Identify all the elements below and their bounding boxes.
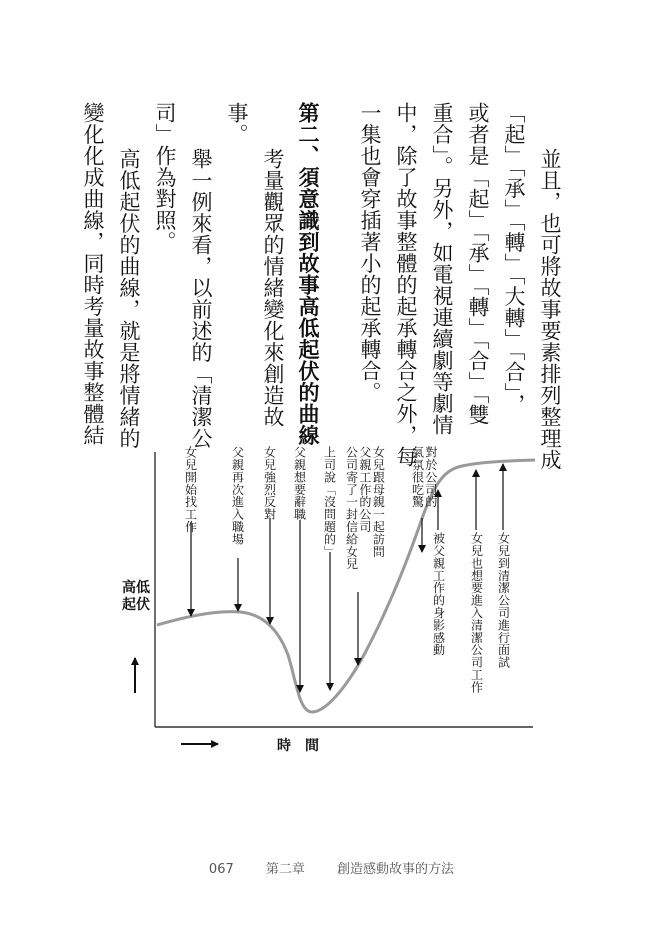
chapter-label: 第二章	[265, 862, 305, 877]
body-column-12: 高低起伏的曲線，就是將情緒的	[117, 148, 141, 449]
annotation-b2	[469, 532, 482, 693]
y-axis-label	[115, 580, 157, 614]
body-column-9: 事。	[225, 102, 249, 145]
annotation-line: 女兒開始找工作	[183, 446, 198, 533]
body-column-1: 並且，也可將故事要素排列整理成	[538, 148, 562, 471]
annotation-line: 氣氛很吃驚	[410, 446, 425, 508]
annotation-a2	[230, 446, 243, 545]
page-number: 067	[208, 862, 234, 877]
annotation-line: 父親再次進入職場	[230, 446, 245, 546]
annotation-a7	[410, 446, 437, 508]
body-column-3: 或者是「起」「承」「轉」「合」「雙	[466, 102, 490, 426]
annotation-line: 女兒跟母親一起訪問	[371, 446, 386, 558]
y-axis-label-line2: 起伏	[122, 596, 150, 613]
body-column-11: 司」作為對照。	[153, 102, 177, 253]
chapter-title: 創造感動故事的方法	[337, 862, 455, 877]
section-heading: 第二、須意識到故事高低起伏的曲線	[296, 102, 320, 446]
annotation-line: 女兒到清潔公司進行面試	[496, 532, 511, 669]
annotation-a5	[322, 446, 335, 558]
y-axis-label-line1: 高低	[122, 580, 150, 596]
annotation-line: 父親工作的公司	[357, 446, 372, 533]
annotation-line: 上司說「沒問題的」	[322, 446, 337, 558]
body-column-6: 一集也會穿插著小的起承轉合。	[358, 102, 382, 403]
annotation-a6	[344, 446, 384, 570]
body-column-2: 「起」「承」「轉」「大轉」「合」，	[502, 102, 526, 415]
x-axis-label: 時間	[277, 738, 333, 754]
annotation-line: 父親想要辭職	[292, 446, 307, 521]
annotation-line: 對於公司的	[423, 446, 438, 508]
annotation-a1	[183, 446, 196, 533]
annotation-b3	[496, 532, 509, 668]
annotation-a3	[262, 446, 275, 520]
page-footer	[0, 858, 663, 877]
body-column-4: 重合」。另外，如電視連續劇等劇情	[430, 102, 454, 436]
annotation-line: 女兒強烈反對	[262, 446, 277, 521]
body-column-10: 舉一例來看，以前述的「清潔公	[189, 148, 213, 449]
annotation-line: 被父親工作的身影感動	[431, 532, 446, 656]
body-column-8: 考量觀眾的情緒變化來創造故	[261, 148, 285, 428]
body-column-5: 中，除了故事整體的起承轉合之外，每	[394, 102, 418, 468]
annotation-a4	[292, 446, 305, 520]
annotation-line: 女兒也想要進入清潔公司工作	[469, 532, 484, 694]
body-column-13: 變化化成曲線，同時考量故事整體結	[81, 102, 105, 446]
annotation-b1	[431, 532, 444, 656]
annotation-line: 公司寄了一封信給女兒	[344, 446, 359, 570]
